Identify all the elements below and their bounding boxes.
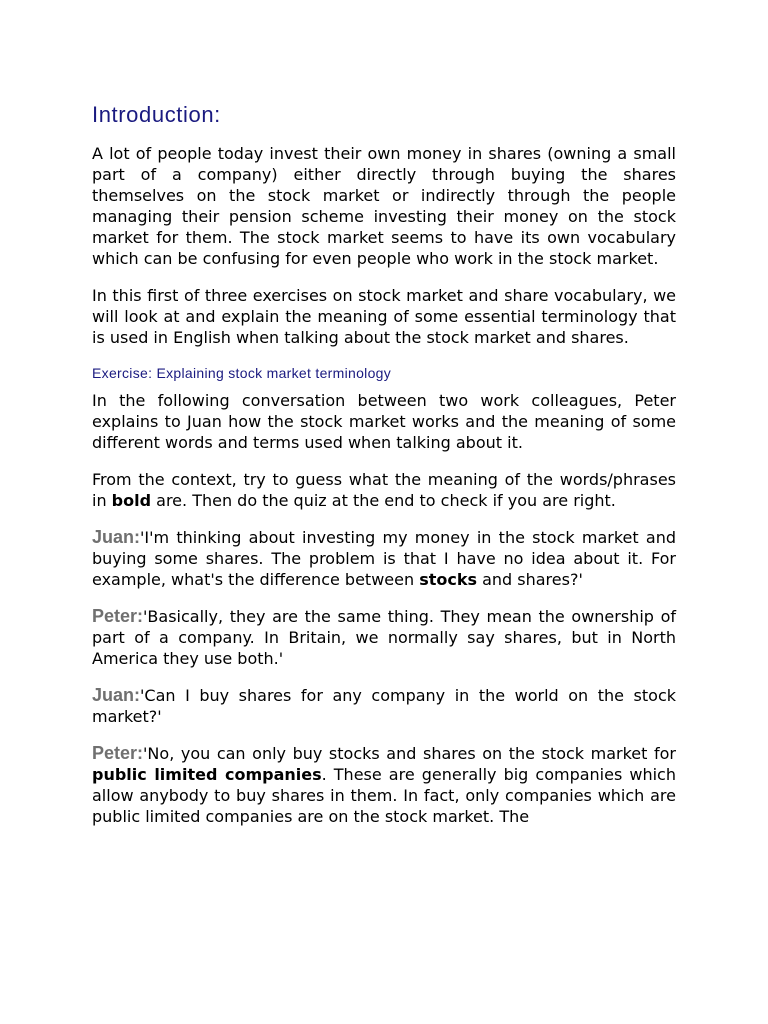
section-heading: Introduction: xyxy=(92,102,221,127)
bold-term: stocks xyxy=(419,570,477,589)
instruction-paragraph xyxy=(92,469,676,511)
exercise-title: Exercise: Explaining stock market terminology xyxy=(92,365,392,381)
dialogue-text: 'No, you can only buy stocks and shares on the stock market for xyxy=(143,744,676,763)
dialogue-line xyxy=(92,527,676,590)
intro-paragraph: In this first of three exercises on stock market and share vocabulary, we will look at and explain the meaning of some essential terminology that is used in English when talking about the stock market and shares. xyxy=(92,286,676,347)
intro-paragraph: A lot of people today invest their own money in shares (owning a small part of a company) either directly through buying the shares themselves on the stock market or indirectly through the people managing their pension scheme investing their money on the stock market for them. The stock market seems to have its own vocabulary which can be confusing for even people who work in the stock market. xyxy=(92,144,676,268)
speaker-name: Juan: xyxy=(92,685,141,705)
speaker-name: Juan: xyxy=(92,527,141,547)
instruction-text: From the context, try to guess what the meaning of the words/phrases in xyxy=(92,470,676,510)
bold-term: bold xyxy=(111,491,152,510)
dialogue-line xyxy=(92,743,676,827)
instruction-text: are. Then do the quiz at the end to check if you are right. xyxy=(151,491,616,510)
speaker-name: Peter: xyxy=(92,606,144,626)
instruction-paragraph: In the following conversation between two work colleagues, Peter explains to Juan how the stock market works and the meaning of some different words and terms used when talking about it. xyxy=(92,391,676,452)
dialogue-line xyxy=(92,606,676,669)
document-body xyxy=(92,100,676,827)
dialogue-text: 'Can I buy shares for any company in the world on the stock market?' xyxy=(92,686,676,726)
dialogue-text: 'I'm thinking about investing my money in the stock market and buying some shares. The problem is that I have no idea about it. For example, what's the difference between xyxy=(92,528,676,589)
dialogue-text: . These are generally big companies which allow anybody to buy shares in them. In fact, only companies which are public limited companies are on the stock market. The xyxy=(92,765,676,826)
speaker-name: Peter: xyxy=(92,743,144,763)
dialogue-line xyxy=(92,685,676,727)
bold-term: public limited companies xyxy=(92,765,322,784)
dialogue-text: and shares?' xyxy=(477,570,583,589)
dialogue-text: 'Basically, they are the same thing. They mean the ownership of part of a company. In Britain, we normally say shares, but in North America they use both.' xyxy=(92,607,676,668)
